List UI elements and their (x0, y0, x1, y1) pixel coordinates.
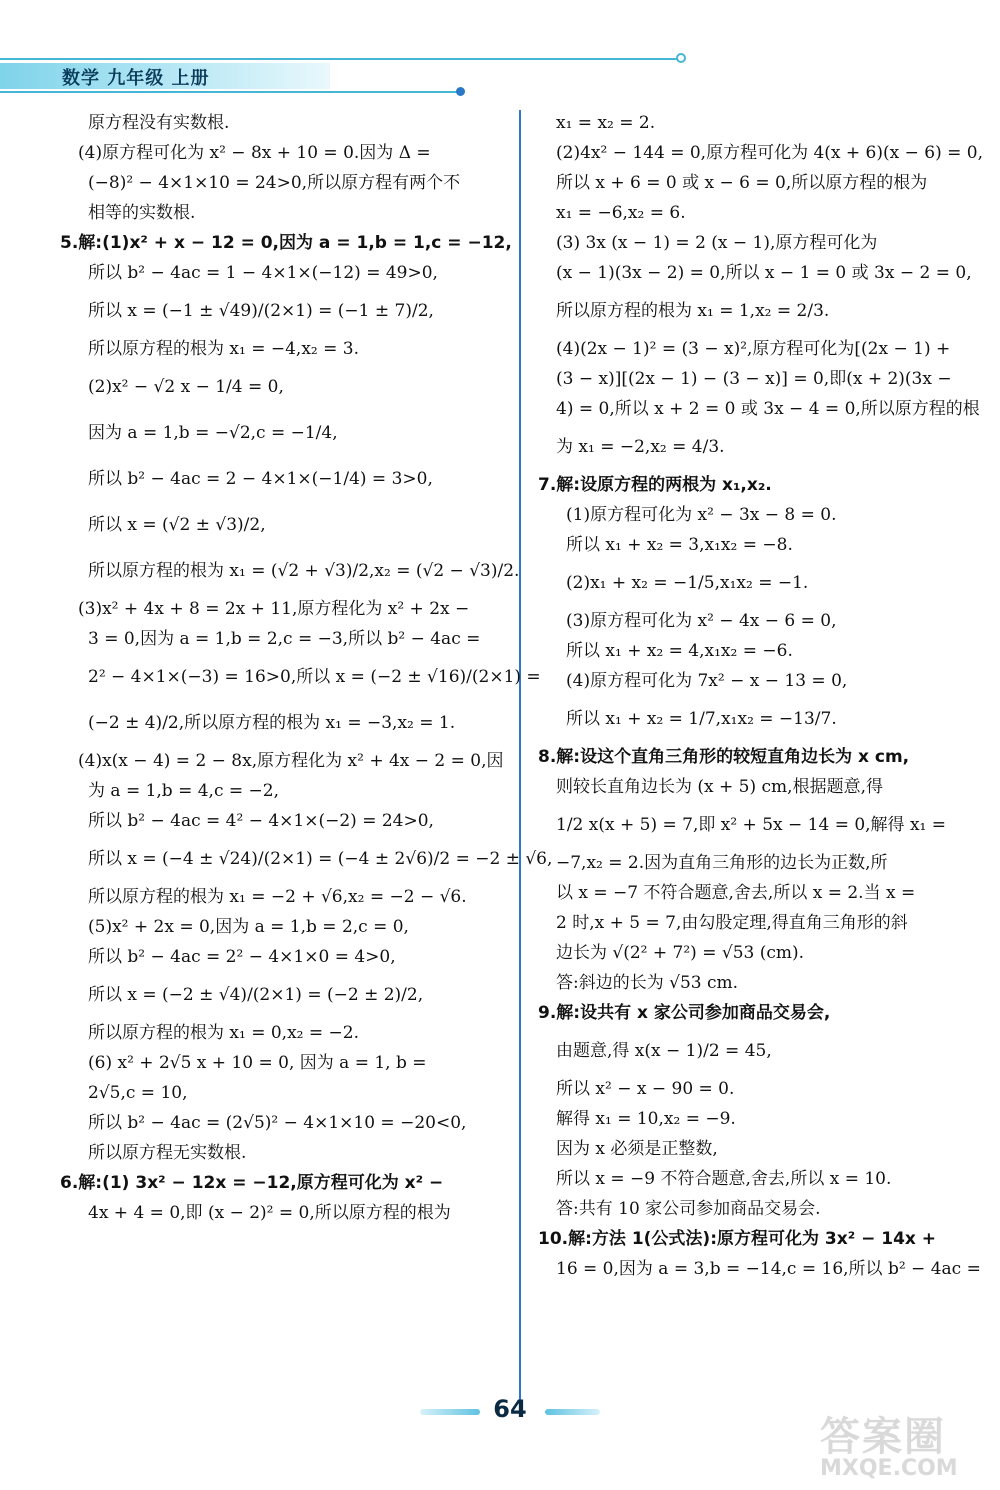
text-line: (3 − x)][(2x − 1) − (3 − x)] = 0,即(x + 2)(3x − (556, 369, 952, 389)
text-line: 16 = 0,因为 a = 3,b = −14,c = 16,所以 b² − 4ac = (556, 1259, 981, 1279)
text-line: 相等的实数根. (88, 203, 196, 223)
text-line: (3)x² + 4x + 8 = 2x + 11,原方程化为 x² + 2x − (78, 599, 470, 619)
text-line: 所以原方程的根为 x₁ = −4,x₂ = 3. (88, 339, 359, 359)
math-line: 由题意,得 x(x − 1)/2 = 45, (556, 1041, 772, 1061)
text-line: −7,x₂ = 2.因为直角三角形的边长为正数,所 (556, 853, 888, 873)
text-line: (1)原方程可化为 x² − 3x − 8 = 0. (566, 505, 837, 525)
footer-ornament-left (420, 1409, 480, 1415)
text-line: 所以原方程的根为 x₁ = −2 + √6,x₂ = −2 − √6. (88, 887, 467, 907)
text-line: (4)原方程可化为 x² − 8x + 10 = 0.因为 Δ = (78, 143, 431, 163)
text-line: 3 = 0,因为 a = 1,b = 2,c = −3,所以 b² − 4ac = (88, 629, 481, 649)
header-ring-ornament (676, 53, 686, 63)
text-line: 答:共有 10 家公司参加商品交易会. (556, 1199, 821, 1219)
math-line: 所以 b² − 4ac = 2 − 4×1×(−1/4) = 3>0, (88, 469, 433, 489)
text-line: (4)原方程可化为 7x² − x − 13 = 0, (566, 671, 848, 691)
column-divider (519, 110, 521, 1410)
math-line: 所以 x = (√2 ± √3)/2, (88, 515, 266, 535)
math-line: 1/2 x(x + 5) = 7,即 x² + 5x − 14 = 0,解得 x₁ = (556, 815, 947, 835)
text-line: 为 a = 1,b = 4,c = −2, (88, 781, 280, 801)
text-line: x₁ = −6,x₂ = 6. (556, 203, 686, 223)
text-line: 所以原方程无实数根. (88, 1143, 247, 1163)
watermark-text: 答案圈 (820, 1414, 946, 1460)
text-line: 所以 b² − 4ac = (2√5)² − 4×1×10 = −20<0, (88, 1113, 467, 1133)
header-rule-top (0, 58, 680, 60)
problem-8-start: 8.解:设这个直角三角形的较短直角边长为 x cm, (538, 747, 910, 767)
text-line: 所以原方程的根为 x₁ = 0,x₂ = −2. (88, 1023, 359, 1043)
text-line: 原方程没有实数根. (88, 113, 230, 133)
problem-5-start: 5.解:(1)x² + x − 12 = 0,因为 a = 1,b = 1,c = −12, (60, 233, 512, 253)
math-line: 2² − 4×1×(−3) = 16>0,所以 x = (−2 ± √16)/(2×1) = (88, 667, 541, 687)
text-line: 答:斜边的长为 √53 cm. (556, 973, 739, 993)
text-line: 所以 b² − 4ac = 2² − 4×1×0 = 4>0, (88, 947, 396, 967)
problem-7-start: 7.解:设原方程的两根为 x₁,x₂. (538, 475, 772, 495)
math-line: 所以原方程的根为 x₁ = (√2 + √3)/2,x₂ = (√2 − √3)/2. (88, 561, 520, 581)
text-line: (3) 3x (x − 1) = 2 (x − 1),原方程可化为 (556, 233, 878, 253)
text-line: (2)4x² − 144 = 0,原方程可化为 4(x + 6)(x − 6) = 0, (556, 143, 984, 163)
text-line: (5)x² + 2x = 0,因为 a = 1,b = 2,c = 0, (88, 917, 409, 937)
text-line: 所以 b² − 4ac = 1 − 4×1×(−12) = 49>0, (88, 263, 438, 283)
text-line: (3)原方程可化为 x² − 4x − 6 = 0, (566, 611, 837, 631)
text-line: 以 x = −7 不符合题意,舍去,所以 x = 2.当 x = (556, 883, 916, 903)
text-line: x₁ = x₂ = 2. (556, 113, 656, 133)
page-header (0, 50, 700, 95)
math-line: 所以 x = (−4 ± √24)/(2×1) = (−4 ± 2√6)/2 = −2 ± √6, (88, 849, 553, 869)
text-line: 所以 b² − 4ac = 4² − 4×1×(−2) = 24>0, (88, 811, 434, 831)
math-line: (2)x₁ + x₂ = −1/5,x₁x₂ = −1. (566, 573, 809, 593)
text-line: 所以 x² − x − 90 = 0. (556, 1079, 735, 1099)
math-line: 所以 x = (−2 ± √4)/(2×1) = (−2 ± 2)/2, (88, 985, 424, 1005)
math-line: 所以 x₁ + x₂ = 1/7,x₁x₂ = −13/7. (566, 709, 837, 729)
watermark-logo (820, 1405, 995, 1485)
header-title: 数学 九年级 上册 (62, 68, 210, 89)
problem-9-start: 9.解:设共有 x 家公司参加商品交易会, (538, 1003, 831, 1023)
problem-10-start: 10.解:方法 1(公式法):原方程可化为 3x² − 14x + (538, 1229, 937, 1249)
text-line: 所以 x = −9 不符合题意,舍去,所以 x = 10. (556, 1169, 892, 1189)
text-line: (4)(2x − 1)² = (3 − x)²,原方程可化为[(2x − 1) + (556, 339, 951, 359)
math-line: 因为 a = 1,b = −√2,c = −1/4, (88, 423, 338, 443)
math-line: (2)x² − √2 x − 1/4 = 0, (88, 377, 284, 397)
text-line: 所以 x₁ + x₂ = 4,x₁x₂ = −6. (566, 641, 793, 661)
math-line: 为 x₁ = −2,x₂ = 4/3. (556, 437, 725, 457)
right-column (538, 108, 984, 1284)
text-line: 所以 x + 6 = 0 或 x − 6 = 0,所以原方程的根为 (556, 173, 928, 193)
text-line: (−8)² − 4×1×10 = 24>0,所以原方程有两个不 (88, 173, 461, 193)
text-line: 解得 x₁ = 10,x₂ = −9. (556, 1109, 736, 1129)
text-line: (6) x² + 2√5 x + 10 = 0, 因为 a = 1, b = (88, 1053, 427, 1073)
problem-6-start: 6.解:(1) 3x² − 12x = −12,原方程可化为 x² − (60, 1173, 444, 1193)
text-line: (4)x(x − 4) = 2 − 8x,原方程化为 x² + 4x − 2 = 0,因 (78, 751, 504, 771)
text-line: 因为 x 必须是正整数, (556, 1139, 718, 1159)
text-line: 2√5,c = 10, (88, 1083, 188, 1103)
text-line: 4) = 0,所以 x + 2 = 0 或 3x − 4 = 0,所以原方程的根 (556, 399, 980, 419)
text-line: 边长为 √(2² + 7²) = √53 (cm). (556, 943, 805, 963)
math-line: 所以原方程的根为 x₁ = 1,x₂ = 2/3. (556, 301, 830, 321)
text-line: 所以 x₁ + x₂ = 3,x₁x₂ = −8. (566, 535, 793, 555)
text-line: 则较长直角边长为 (x + 5) cm,根据题意,得 (556, 777, 883, 797)
header-dot-ornament (456, 87, 465, 96)
left-column (60, 108, 553, 1228)
text-line: 2 时,x + 5 = 7,由勾股定理,得直角三角形的斜 (556, 913, 908, 933)
text-line: (x − 1)(3x − 2) = 0,所以 x − 1 = 0 或 3x − 2 = 0, (556, 263, 972, 283)
page-number: 64 (493, 1395, 527, 1423)
text-line: 4x + 4 = 0,即 (x − 2)² = 0,所以原方程的根为 (88, 1203, 451, 1223)
header-rule-bottom (0, 91, 460, 93)
math-line: (−2 ± 4)/2,所以原方程的根为 x₁ = −3,x₂ = 1. (88, 713, 456, 733)
watermark-url: MXQE.COM (820, 1456, 958, 1481)
math-line: 所以 x = (−1 ± √49)/(2×1) = (−1 ± 7)/2, (88, 301, 434, 321)
footer-ornament-right (545, 1409, 600, 1415)
